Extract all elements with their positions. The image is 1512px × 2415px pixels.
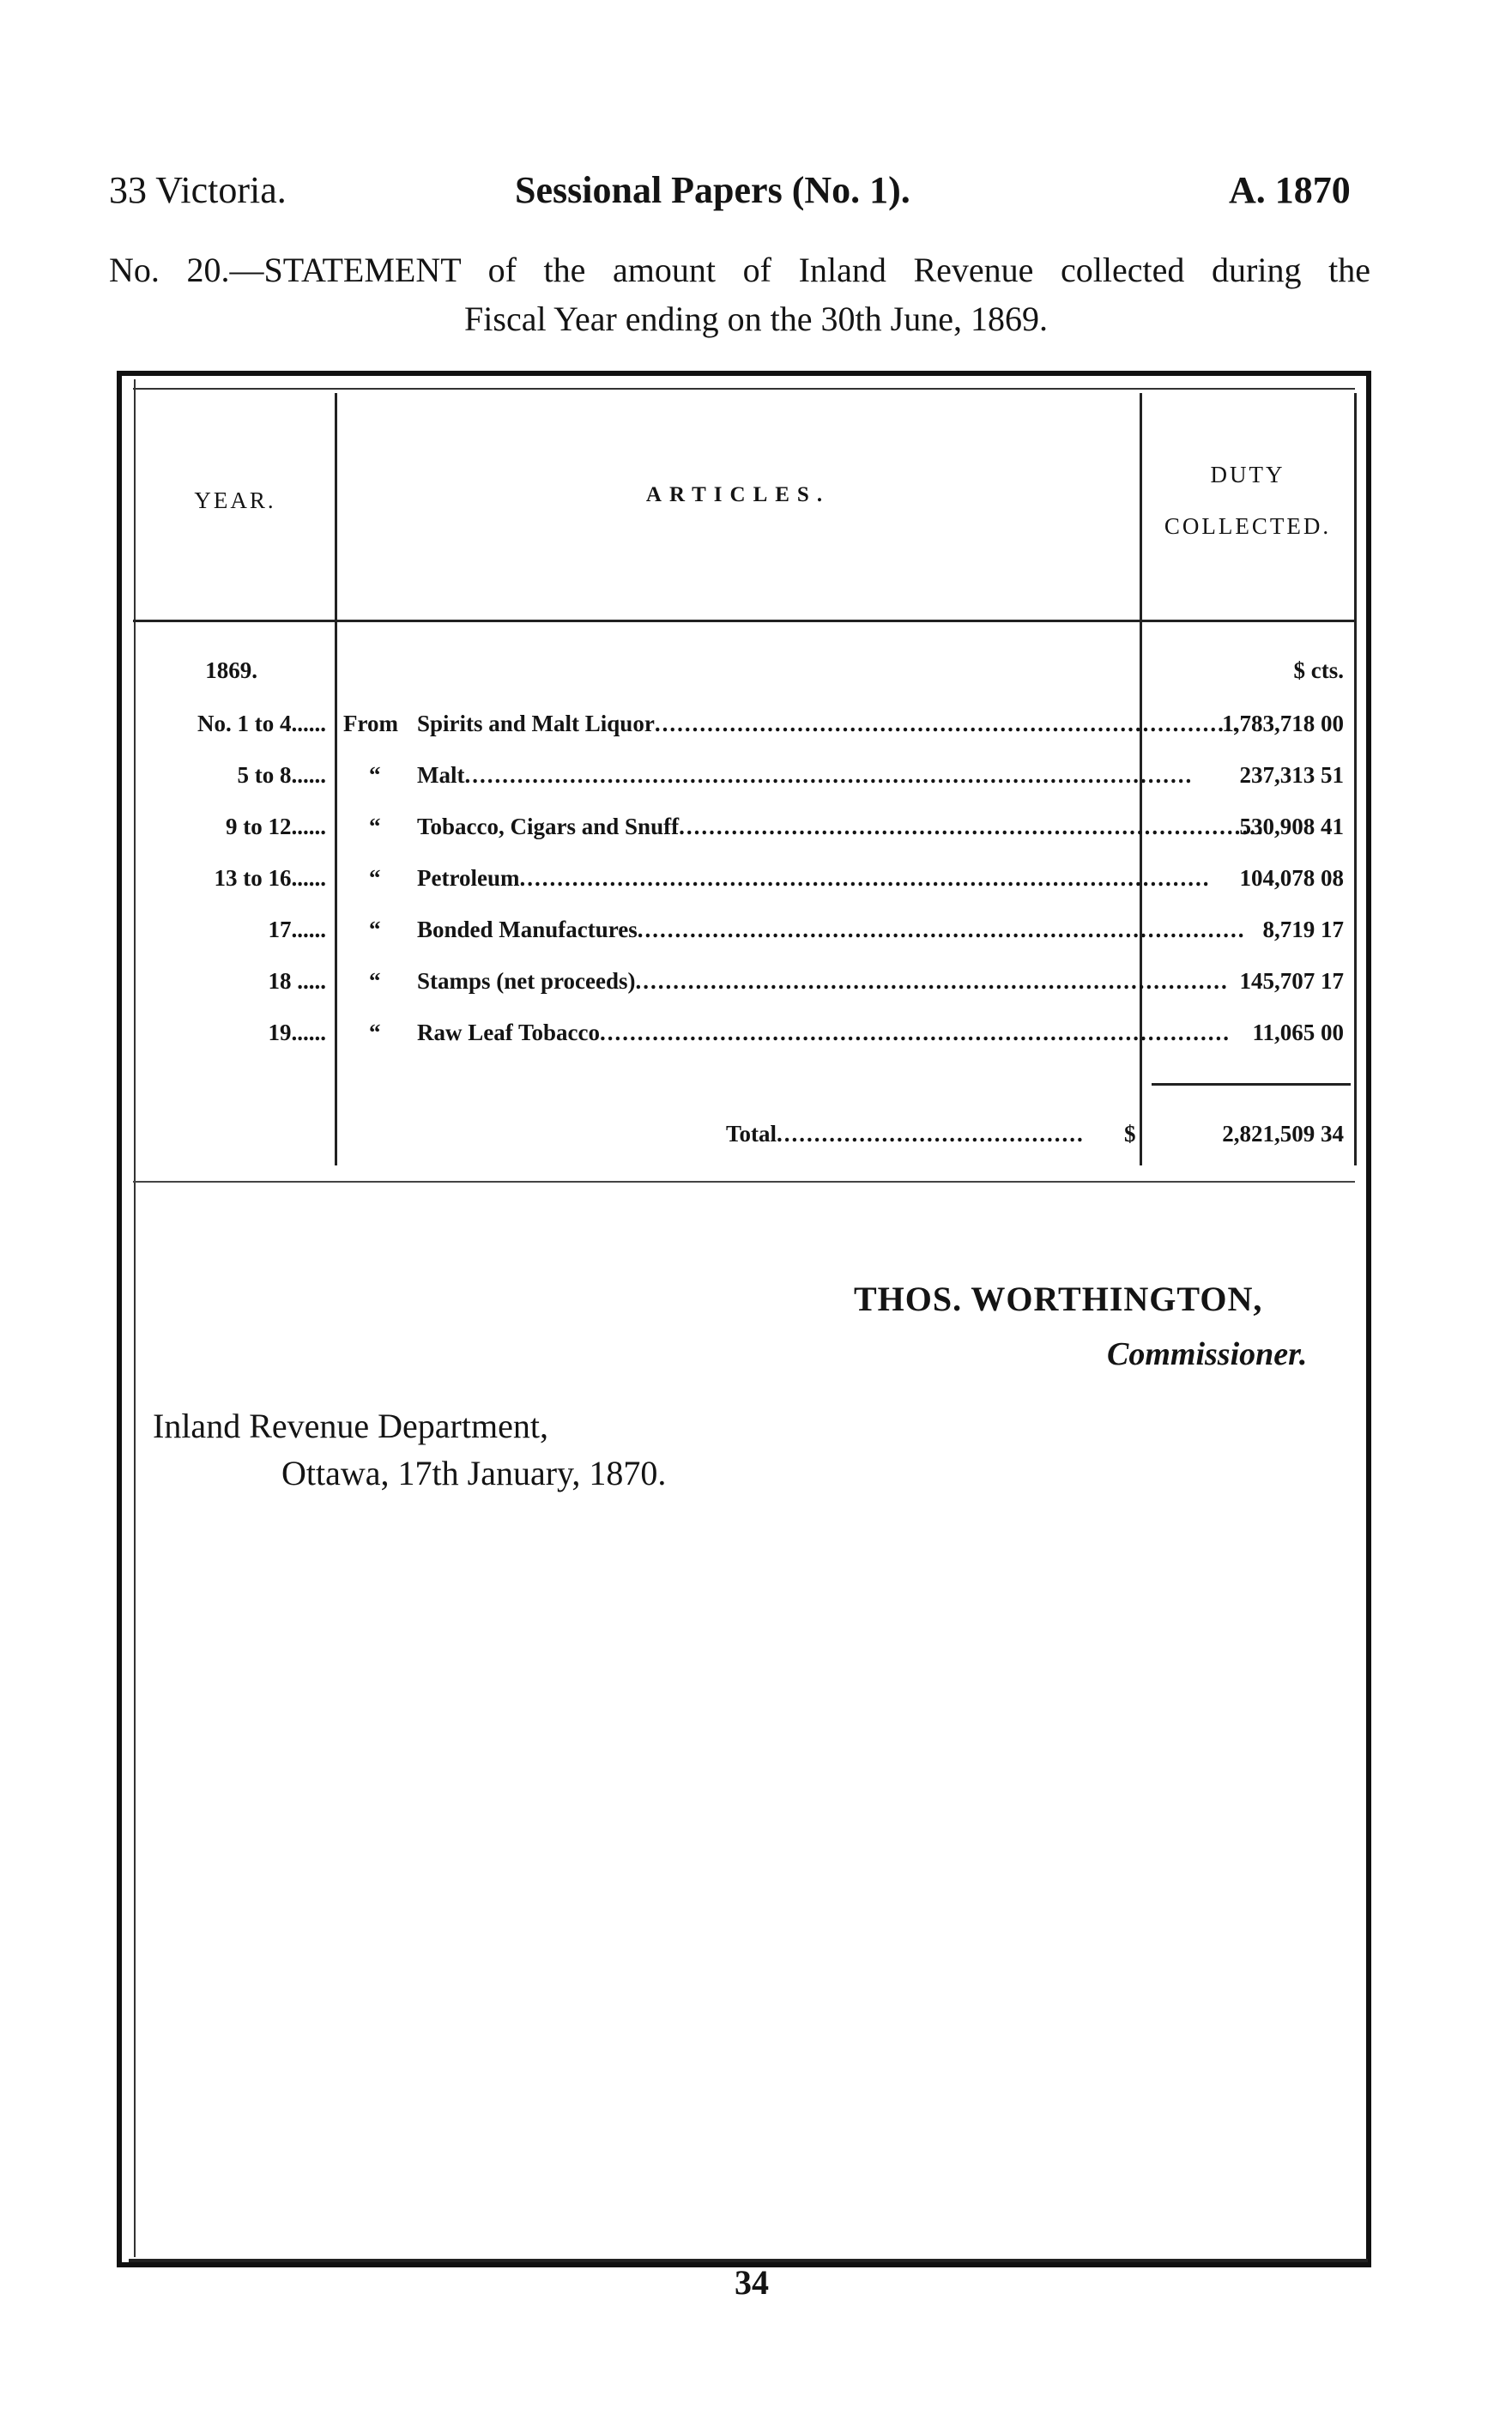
row-duty: 145,707 17 — [1239, 968, 1344, 994]
row-duty: 530,908 41 — [1239, 814, 1344, 839]
department-name: Inland Revenue Department, — [153, 1407, 548, 1445]
statement-subtitle: Fiscal Year ending on the 30th June, 1869. — [464, 300, 1048, 338]
row-prefix: From — [343, 711, 398, 736]
statement-title: No. 20.—STATEMENT of the amount of Inland Revenue collected during the — [109, 251, 1370, 289]
column-header-collected: COLLECTED. — [1164, 513, 1332, 539]
row-duty: 104,078 08 — [1239, 865, 1344, 891]
column-header-duty: DUTY — [1210, 462, 1285, 487]
row-duty: 8,719 17 — [1262, 917, 1344, 942]
row-prefix: “ — [369, 917, 381, 942]
page-frame — [117, 371, 1371, 2267]
total-rule — [1152, 1083, 1351, 1086]
total-label: Total......................................... — [726, 1121, 1085, 1147]
row-year: No. 1 to 4...... — [197, 711, 326, 736]
row-year: 9 to 12...... — [226, 814, 326, 839]
header-year: A. 1870 — [1229, 169, 1351, 211]
row-duty: 237,313 51 — [1239, 762, 1344, 788]
row-year: 19...... — [268, 1020, 326, 1045]
row-duty: 1,783,718 00 — [1222, 711, 1344, 736]
frame-inner-rule — [133, 388, 1355, 390]
row-year: 13 to 16...... — [214, 865, 326, 891]
row-prefix: “ — [369, 968, 381, 994]
column-header-year: YEAR. — [194, 487, 276, 513]
row-prefix: “ — [369, 762, 381, 788]
year-label: 1869. — [205, 657, 257, 683]
row-prefix: “ — [369, 1020, 381, 1045]
row-article: Malt................................................................................................. — [417, 762, 1194, 788]
header-session: 33 Victoria. — [109, 169, 287, 211]
currency-label: $ cts. — [1293, 657, 1344, 683]
page-number: 34 — [735, 2263, 769, 2302]
row-year: 5 to 8...... — [237, 762, 326, 788]
row-article: Stamps (net proceeds)............................................................................... — [417, 968, 1229, 994]
column-rule-duty — [1354, 393, 1357, 1165]
total-currency-symbol: $ — [1124, 1121, 1136, 1147]
total-value: 2,821,509 34 — [1222, 1121, 1344, 1147]
row-year: 18 ..... — [268, 968, 326, 994]
row-article: Spirits and Malt Liquor.............................................................................. — [417, 711, 1241, 736]
row-prefix: “ — [369, 865, 381, 891]
row-year: 17...... — [268, 917, 326, 942]
signatory-name: THOS. WORTHINGTON, — [854, 1280, 1263, 1318]
signatory-title: Commissioner. — [1107, 1336, 1308, 1372]
row-article: Petroleum............................................................................................ — [417, 865, 1211, 891]
department-date: Ottawa, 17th January, 1870. — [281, 1454, 667, 1492]
table-bottom-rule — [133, 1181, 1355, 1183]
column-header-articles: ARTICLES. — [645, 483, 831, 506]
row-article: Bonded Manufactures................................................................................. — [417, 917, 1246, 942]
header-sessional-papers: Sessional Papers (No. 1). — [515, 169, 910, 211]
row-prefix: “ — [369, 814, 381, 839]
header-separator — [133, 620, 1355, 622]
row-article: Raw Leaf Tobacco.................................................................................... — [417, 1020, 1231, 1045]
row-article: Tobacco, Cigars and Snuff.............................................................................. — [417, 814, 1265, 839]
row-duty: 11,065 00 — [1252, 1020, 1344, 1045]
column-rule-year — [335, 393, 337, 1165]
